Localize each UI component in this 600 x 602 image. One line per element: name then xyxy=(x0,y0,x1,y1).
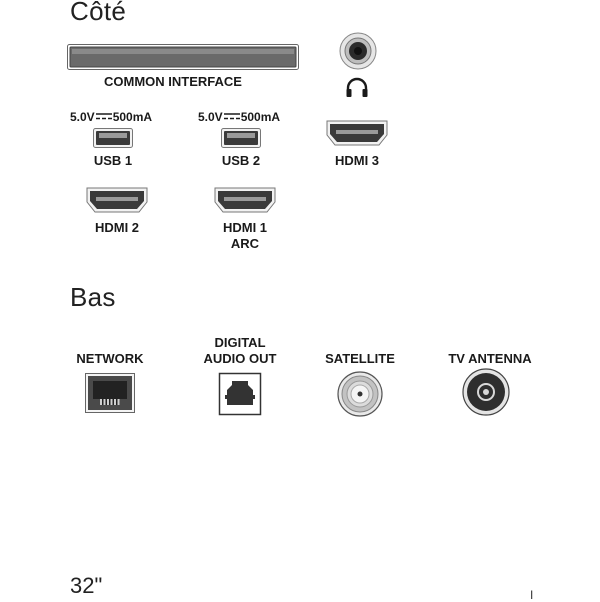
hdmi2-port xyxy=(86,187,148,213)
network-label: NETWORK xyxy=(76,351,144,366)
screen-size-label: 32" xyxy=(70,573,103,598)
usb1-port xyxy=(93,128,133,148)
usb2-spec-voltage: 5.0V xyxy=(198,110,223,124)
usb1-spec xyxy=(70,110,152,124)
usb2-spec xyxy=(198,110,280,124)
tv-antenna-port xyxy=(462,368,510,416)
usb2-spec-current: 500mA xyxy=(240,110,281,124)
hdmi3-port xyxy=(326,120,388,146)
digital-audio-port xyxy=(219,373,261,415)
usb2-port xyxy=(221,128,261,148)
hdmi2-label: HDMI 2 xyxy=(94,220,140,235)
tv-antenna-label: TV ANTENNA xyxy=(448,351,532,366)
footer-mark: I xyxy=(530,588,534,602)
usb2-label: USB 2 xyxy=(221,153,261,168)
section-title-bottom: Bas xyxy=(70,282,116,312)
hdmi3-label: HDMI 3 xyxy=(334,153,380,168)
digital-audio-label xyxy=(190,335,290,367)
satellite-port xyxy=(337,371,383,417)
usb1-label: USB 1 xyxy=(93,153,133,168)
digital-audio-label-line1: DIGITAL xyxy=(214,335,266,350)
section-title-side: Côté xyxy=(70,0,127,26)
dc-current-icon xyxy=(224,113,240,120)
digital-audio-label-line2: AUDIO OUT xyxy=(203,351,277,366)
hdmi1-label xyxy=(205,220,285,252)
hdmi1-port xyxy=(214,187,276,213)
dc-current-icon xyxy=(96,113,112,120)
hdmi1-label-line2: ARC xyxy=(230,236,260,251)
hdmi1-label-line1: HDMI 1 xyxy=(222,220,268,235)
headphone-icon xyxy=(345,78,369,98)
usb1-spec-current: 500mA xyxy=(112,110,153,124)
common-interface-slot xyxy=(67,44,299,70)
satellite-label: SATELLITE xyxy=(325,351,395,366)
network-port xyxy=(85,373,135,413)
headphone-jack xyxy=(339,32,377,70)
common-interface-label: COMMON INTERFACE xyxy=(104,74,242,89)
usb1-spec-voltage: 5.0V xyxy=(70,110,95,124)
